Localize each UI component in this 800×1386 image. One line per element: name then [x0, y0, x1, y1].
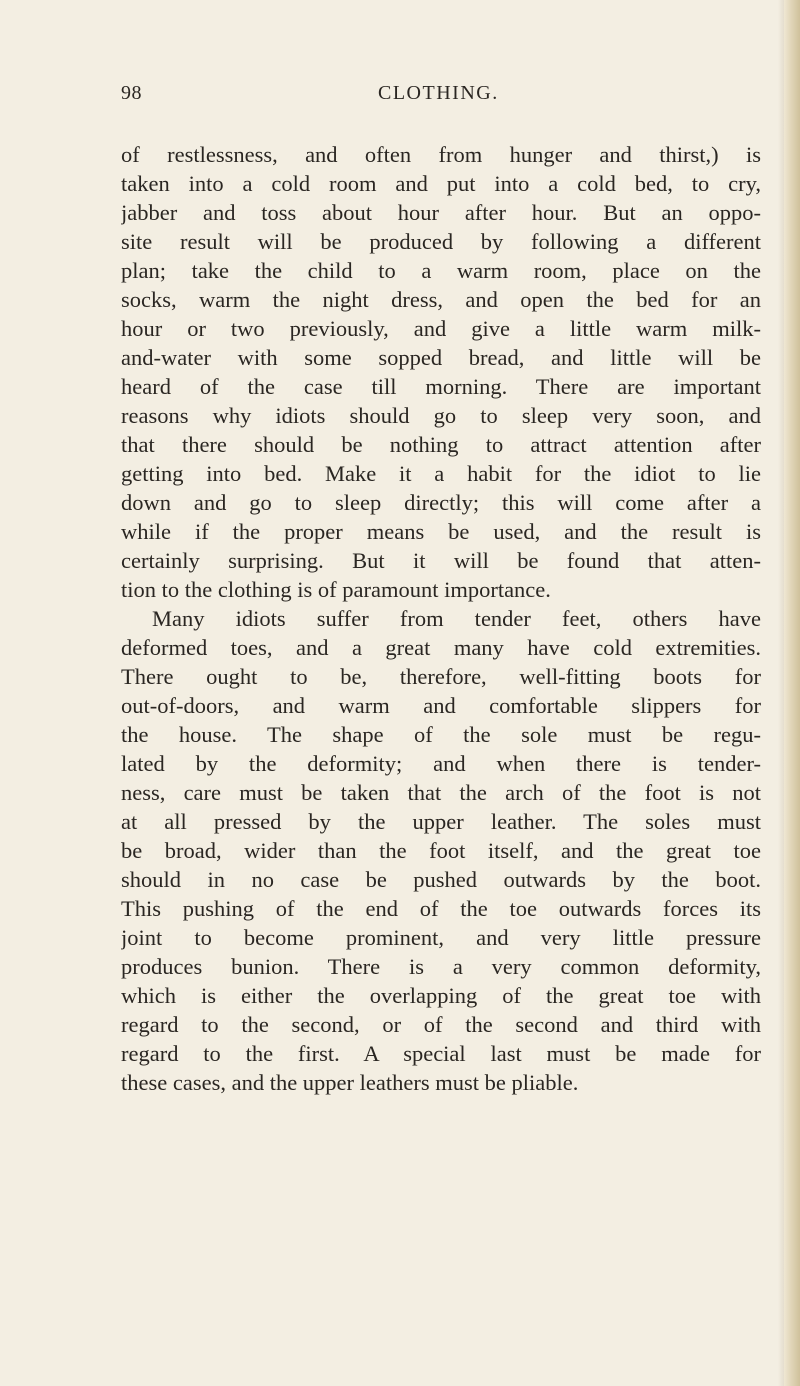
page-edge — [784, 0, 800, 1386]
text-line: should in no case be pushed outwards by the boot. — [121, 867, 761, 892]
text-line: while if the proper means be used, and the result is — [121, 519, 761, 544]
text-line: these cases, and the upper leathers must be pliable. — [121, 1070, 579, 1095]
text-line: down and go to sleep directly; this will come after a — [121, 490, 761, 515]
text-line: the house. The shape of the sole must be regu- — [121, 722, 761, 747]
body-text — [121, 140, 761, 1097]
text-line: joint to become prominent, and very little pressure — [121, 925, 761, 950]
text-line: This pushing of the end of the toe outwards forces its — [121, 896, 761, 921]
text-line: be broad, wider than the foot itself, and the great toe — [121, 838, 761, 863]
text-line: heard of the case till morning. There are important — [121, 374, 761, 399]
text-line: hour or two previously, and give a little warm milk- — [121, 316, 761, 341]
text-line: at all pressed by the upper leather. The soles must — [121, 809, 761, 834]
text-line: site result will be produced by following a different — [121, 229, 761, 254]
text-line: which is either the overlapping of the great toe with — [121, 983, 761, 1008]
text-line: getting into bed. Make it a habit for the idiot to lie — [121, 461, 761, 486]
page-number: 98 — [121, 82, 142, 104]
text-line: deformed toes, and a great many have cold extremities. — [121, 635, 761, 660]
text-line: There ought to be, therefore, well-fitting boots for — [121, 664, 761, 689]
chapter-title: CLOTHING. — [378, 82, 499, 104]
text-line: ness, care must be taken that the arch of the foot is not — [121, 780, 761, 805]
text-line: out-of-doors, and warm and comfortable slippers for — [121, 693, 761, 718]
running-head — [121, 82, 761, 112]
text-line: produces bunion. There is a very common deformity, — [121, 954, 761, 979]
text-line: lated by the deformity; and when there is tender- — [121, 751, 761, 776]
text-line: that there should be nothing to attract attention after — [121, 432, 761, 457]
text-line: certainly surprising. But it will be found that atten- — [121, 548, 761, 573]
text-line: taken into a cold room and put into a cold bed, to cry, — [121, 171, 761, 196]
text-line: jabber and toss about hour after hour. But an oppo- — [121, 200, 761, 225]
text-line: regard to the second, or of the second and third with — [121, 1012, 761, 1037]
text-line: and-water with some sopped bread, and little will be — [121, 345, 761, 370]
text-line: of restlessness, and often from hunger and thirst,) is — [121, 142, 761, 167]
text-line: tion to the clothing is of paramount importance. — [121, 577, 551, 602]
text-line: reasons why idiots should go to sleep very soon, and — [121, 403, 761, 428]
text-line: plan; take the child to a warm room, place on the — [121, 258, 761, 283]
text-line: socks, warm the night dress, and open the bed for an — [121, 287, 761, 312]
text-line: regard to the first. A special last must be made for — [121, 1041, 761, 1066]
paragraph-start-line: Many idiots suffer from tender feet, others have — [152, 606, 761, 631]
